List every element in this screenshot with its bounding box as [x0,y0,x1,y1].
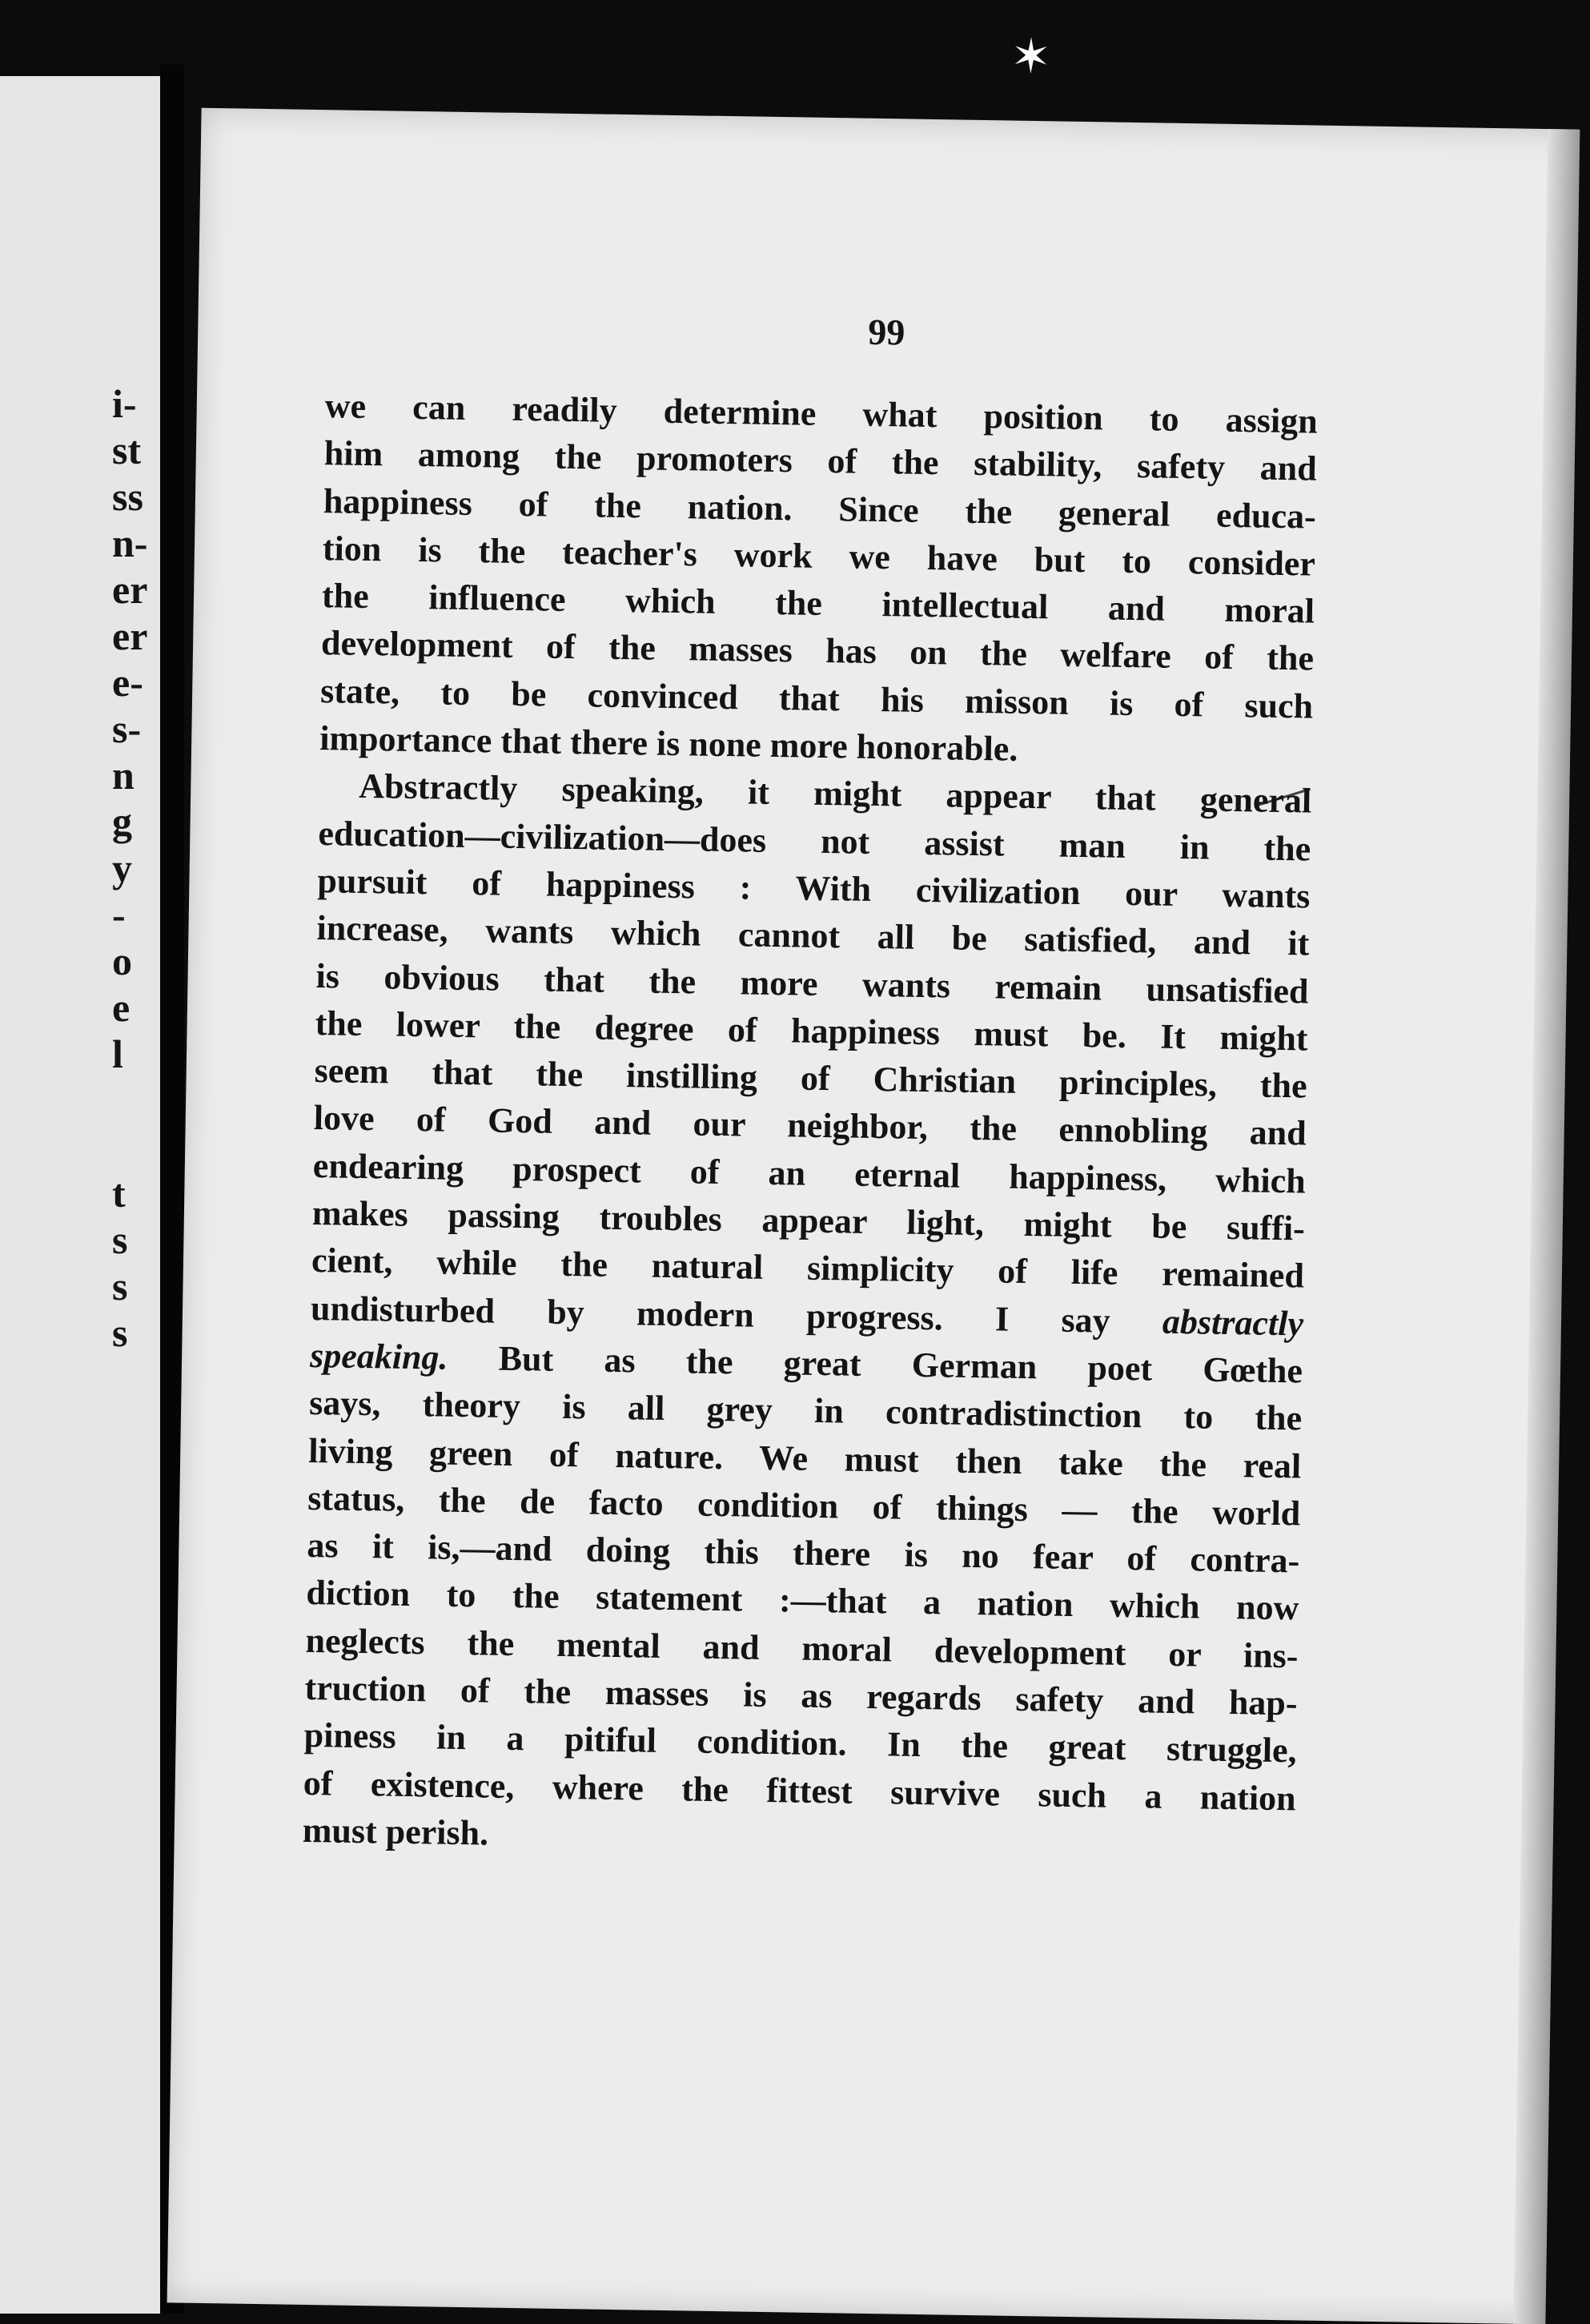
text-line: the lower the degree of happiness must be. It might [315,1003,1308,1059]
left-fragment-line: er [112,567,148,612]
left-fragment-line: l [112,1031,123,1076]
emphasis-text: abstractly [1162,1301,1304,1344]
left-fragment-line: n [112,753,135,798]
paragraph-end-line: must perish. [302,1810,489,1853]
left-fragment-line: s [112,1310,128,1355]
paragraph-end-line: importance that there is none more honorable. [319,718,1018,769]
left-fragment-line: t [112,1171,126,1216]
text-line: endearing prospect of an eternal happiness, which [312,1145,1307,1201]
left-fragment-line: - [112,892,126,937]
page-number: 99 [867,311,905,353]
text-line: development of the masses has on the welfare of the [320,623,1315,679]
text-line: undisturbed by modern progress. I say abstractly [310,1288,1304,1344]
left-fragment-line: i- [112,381,137,426]
left-facing-page [0,76,160,2314]
text-line: him among the promoters of the stability, safety and [323,433,1318,489]
left-fragment-line: st [112,428,142,472]
left-fragment-line: er [112,613,148,658]
text-line: the influence which the intellectual and moral [321,576,1315,631]
left-fragment-line: e- [112,660,143,705]
text-line: status, the de facto condition of things — the world [307,1478,1301,1534]
text-line: love of God and our neighbor, the ennobling and [313,1098,1307,1153]
text-line: education—civilization—does not assist man in the [318,813,1311,869]
left-fragment-line: s [112,1264,128,1309]
text-line: tion is the teacher's work we have but to consider [322,529,1316,584]
emphasis-text: speaking. [309,1335,448,1377]
left-fragment-line: s [112,1217,128,1262]
left-fragment-line: o [112,939,132,983]
left-fragment-line: s- [112,706,142,751]
book-page [167,30,1579,2324]
text-line: truction of the masses is as regards safety and hap- [304,1667,1298,1723]
text-line: state, to be convinced that his misson is of such [319,670,1314,726]
page-edge [1513,129,1580,2324]
paragraph-start-line: Abstractly speaking, it might appear that general [358,766,1312,821]
text-line: piness in a pitiful condition. In the great struggle, [303,1715,1297,1771]
text-line: is obvious that the more wants remain unsatisfied [315,955,1309,1011]
text-line: we can readily determine what position to assign [324,386,1319,441]
text-line: happiness of the nation. Since the general educa- [323,480,1317,537]
left-fragment-line: e [112,985,130,1030]
text-line: says, theory is all grey in contradistinction to the [308,1383,1303,1438]
text-line: diction to the statement :—that a nation which now [306,1573,1299,1628]
left-fragment-line: ss [112,474,143,519]
text-line: speaking. But as the great German poet Gœthe [309,1335,1303,1391]
body-text [302,382,1318,1869]
text-line: living green of nature. We must then take the real [307,1430,1302,1486]
text-line: seem that the instilling of Christian principles, the [314,1051,1308,1106]
left-fragment-line [112,1124,160,1170]
text-line: makes passing troubles appear light, might be suffi- [311,1193,1306,1248]
text-line: increase, wants which cannot all be satisfied, and it [316,908,1310,963]
text-line: pursuit of happiness : With civilization our wants [317,861,1311,916]
left-fragment-line: g [112,799,132,844]
left-fragment-line: y [112,846,132,891]
text-line: as it is,—and doing this there is no fear of contra- [307,1526,1300,1581]
text-line: cient, while the natural simplicity of life remained [311,1240,1305,1296]
left-page-text-fragments [112,380,160,1356]
text-line: of existence, where the fittest survive such a nation [303,1763,1297,1818]
ink-smudge-icon: ✶ [1010,30,1052,84]
left-fragment-line [112,1077,160,1124]
left-fragment-line: n- [112,521,148,565]
text-line: neglects the mental and moral development or ins- [305,1620,1299,1676]
